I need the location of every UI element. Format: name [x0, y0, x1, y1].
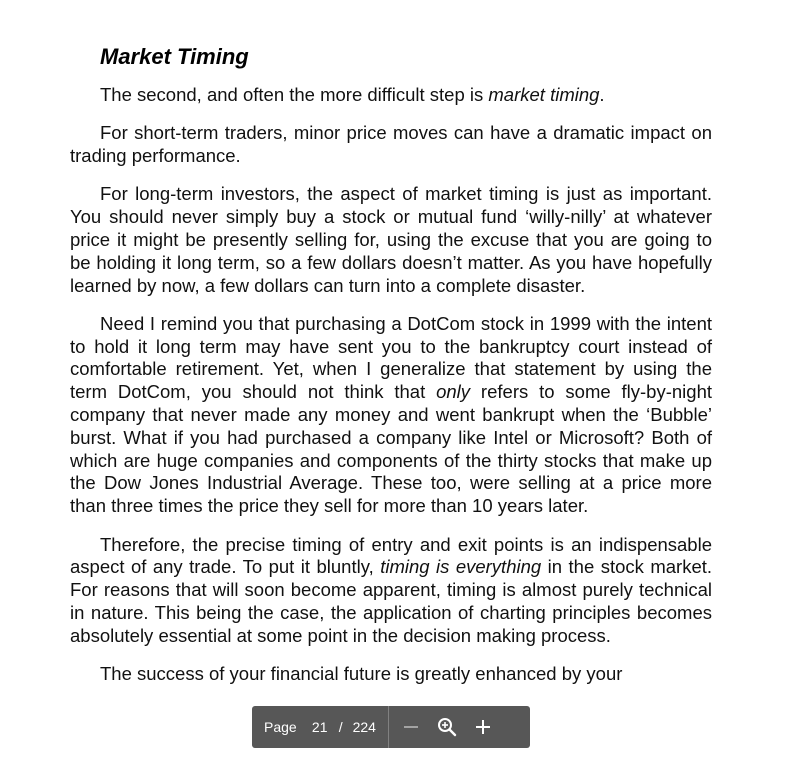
paragraph — [70, 313, 712, 518]
emphasis-text: market timing — [488, 84, 600, 105]
zoom-fit-button[interactable] — [429, 706, 465, 748]
magnifier-icon — [437, 717, 457, 737]
paragraph — [70, 84, 712, 107]
paragraph — [70, 534, 712, 648]
paragraph — [70, 183, 712, 297]
text-segment: refers to some fly-by-night company that never made any money and went bankrupt when the ‘Bubble’ burst. What if you had purchased a company like Intel or Microsoft? Both of which are huge companies and components of the thirty stocks that make up the Dow Jones Industrial Average. These too, were selling at a price more than three times the price they sell for more than 10 years later. — [70, 381, 712, 517]
text-segment: Need I remind you that purchasing a DotCom stock in 1999 with the intent to hold it long term may have sent you to the bankruptcy court instead of comfortable retirement. Yet, when I generalize that statement by using the term DotCom, you should not think that — [70, 312, 712, 403]
zoom-out-button[interactable] — [393, 706, 429, 748]
text-segment: in the stock market. For reasons that will soon become apparent, timing is almost purely technical in nature. This being the case, the application of charting principles becomes absolutely essential at some point in the decision making process. — [70, 556, 713, 646]
page-label: Page — [264, 719, 297, 735]
total-pages: 224 — [352, 719, 376, 735]
page-separator: / — [338, 719, 343, 735]
text-segment: The success of your financial future is greatly enhanced by your — [100, 663, 623, 685]
toolbar-divider — [388, 706, 389, 748]
page-number-input[interactable] — [307, 716, 333, 738]
page-navigation-toolbar — [252, 706, 530, 748]
body-text — [70, 84, 712, 686]
text-segment: . — [599, 84, 605, 105]
document-page — [70, 40, 712, 701]
emphasis-text: timing is everything — [380, 556, 542, 578]
text-segment: The second, and often the more difficult step is — [100, 84, 489, 105]
zoom-in-button[interactable] — [465, 706, 501, 748]
minus-icon — [403, 719, 419, 735]
paragraph — [70, 663, 712, 686]
text-segment: For short-term traders, minor price moves can have a dramatic impact on trading performance. — [70, 122, 712, 167]
plus-icon — [475, 719, 491, 735]
text-segment: For long-term investors, the aspect of market timing is just as important. You should never simply buy a stock or mutual fund ‘willy-nilly’ at whatever price it might be presently selling for, using the excuse that you are going to be holding it long term, so a few dollars doesn’t matter. As you have hopefully learned by now, a few dollars can turn into a complete disaster. — [70, 183, 712, 296]
text-segment: Therefore, the precise timing of entry and exit points is an indispensable aspect of any trade. To put it bluntly, — [70, 533, 712, 578]
paragraph — [70, 122, 712, 168]
emphasis-text: only — [436, 381, 471, 403]
section-heading: Market Timing — [100, 44, 249, 69]
